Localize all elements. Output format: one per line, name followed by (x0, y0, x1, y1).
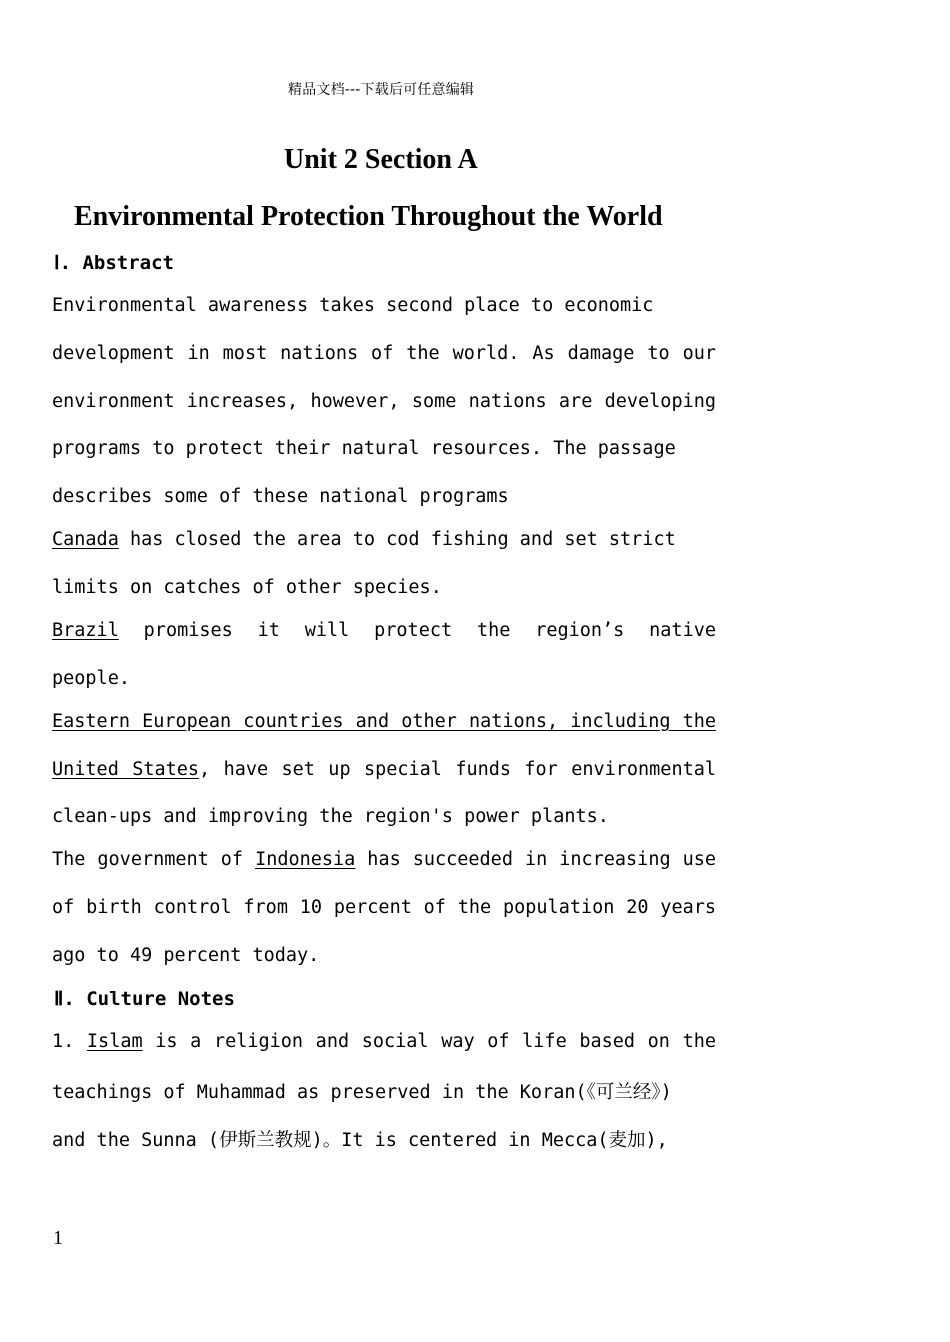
canada-paragraph-line-2: limits on catches of other species. (52, 577, 442, 598)
brazil-paragraph-line-1 (52, 620, 716, 641)
indonesia-term: Indonesia (255, 849, 356, 870)
culture-note-1-text: is a religion and social way of life based on the (142, 1031, 716, 1052)
abstract-line-4: programs to protect their natural resources. The passage (52, 438, 676, 459)
brazil-text: promises it will protect the region’s native (118, 620, 716, 641)
culture-note-1-line-2: teachings of Muhammad as preserved in the Koran(《可兰经》) (52, 1082, 672, 1103)
abstract-line-5: describes some of these national programs (52, 486, 509, 507)
abstract-line-3: environment increases, however, some nations are developing (52, 391, 716, 412)
eastern-europe-line-1: Eastern European countries and other nations, including the (52, 711, 716, 732)
canada-paragraph-line-1 (52, 529, 716, 550)
indonesia-line-3: ago to 49 percent today. (52, 945, 320, 966)
eastern-europe-line-3: clean-ups and improving the region's power plants. (52, 806, 609, 827)
abstract-heading: Ⅰ. Abstract (54, 252, 174, 274)
culture-note-1-prefix: 1. (52, 1031, 87, 1052)
culture-notes-heading: Ⅱ. Culture Notes (54, 988, 235, 1010)
brazil-term: Brazil (52, 620, 119, 641)
indonesia-line-1-pre: The government of (52, 849, 256, 870)
eastern-europe-line-2 (52, 759, 716, 780)
islam-term: Islam (86, 1031, 143, 1052)
culture-note-1-line-3: and the Sunna (伊斯兰教规)。It is centered in Mecca(麦加), (52, 1130, 668, 1151)
indonesia-line-1-rest: has succeeded in increasing use (355, 849, 717, 870)
abstract-line-2: development in most nations of the world. As damage to our (52, 343, 716, 364)
main-title: Environmental Protection Throughout the World (74, 201, 663, 232)
unit-title: Unit 2 Section A (284, 144, 478, 175)
canada-term: Canada (52, 529, 119, 550)
united-states-term: United States (52, 759, 200, 780)
abstract-line-1: Environmental awareness takes second place to economic (52, 295, 654, 316)
canada-text: has closed the area to cod fishing and set strict (118, 529, 676, 550)
indonesia-line-1 (52, 849, 716, 870)
eastern-europe-line-2-text: , have set up special funds for environmental (199, 759, 716, 780)
header-note: 精品文档---下载后可任意编辑 (288, 82, 475, 98)
brazil-paragraph-line-2: people. (52, 668, 130, 689)
page-number: 1 (53, 1227, 63, 1249)
culture-note-1-line-1 (52, 1031, 716, 1052)
indonesia-line-2: of birth control from 10 percent of the population 20 years (52, 897, 716, 918)
